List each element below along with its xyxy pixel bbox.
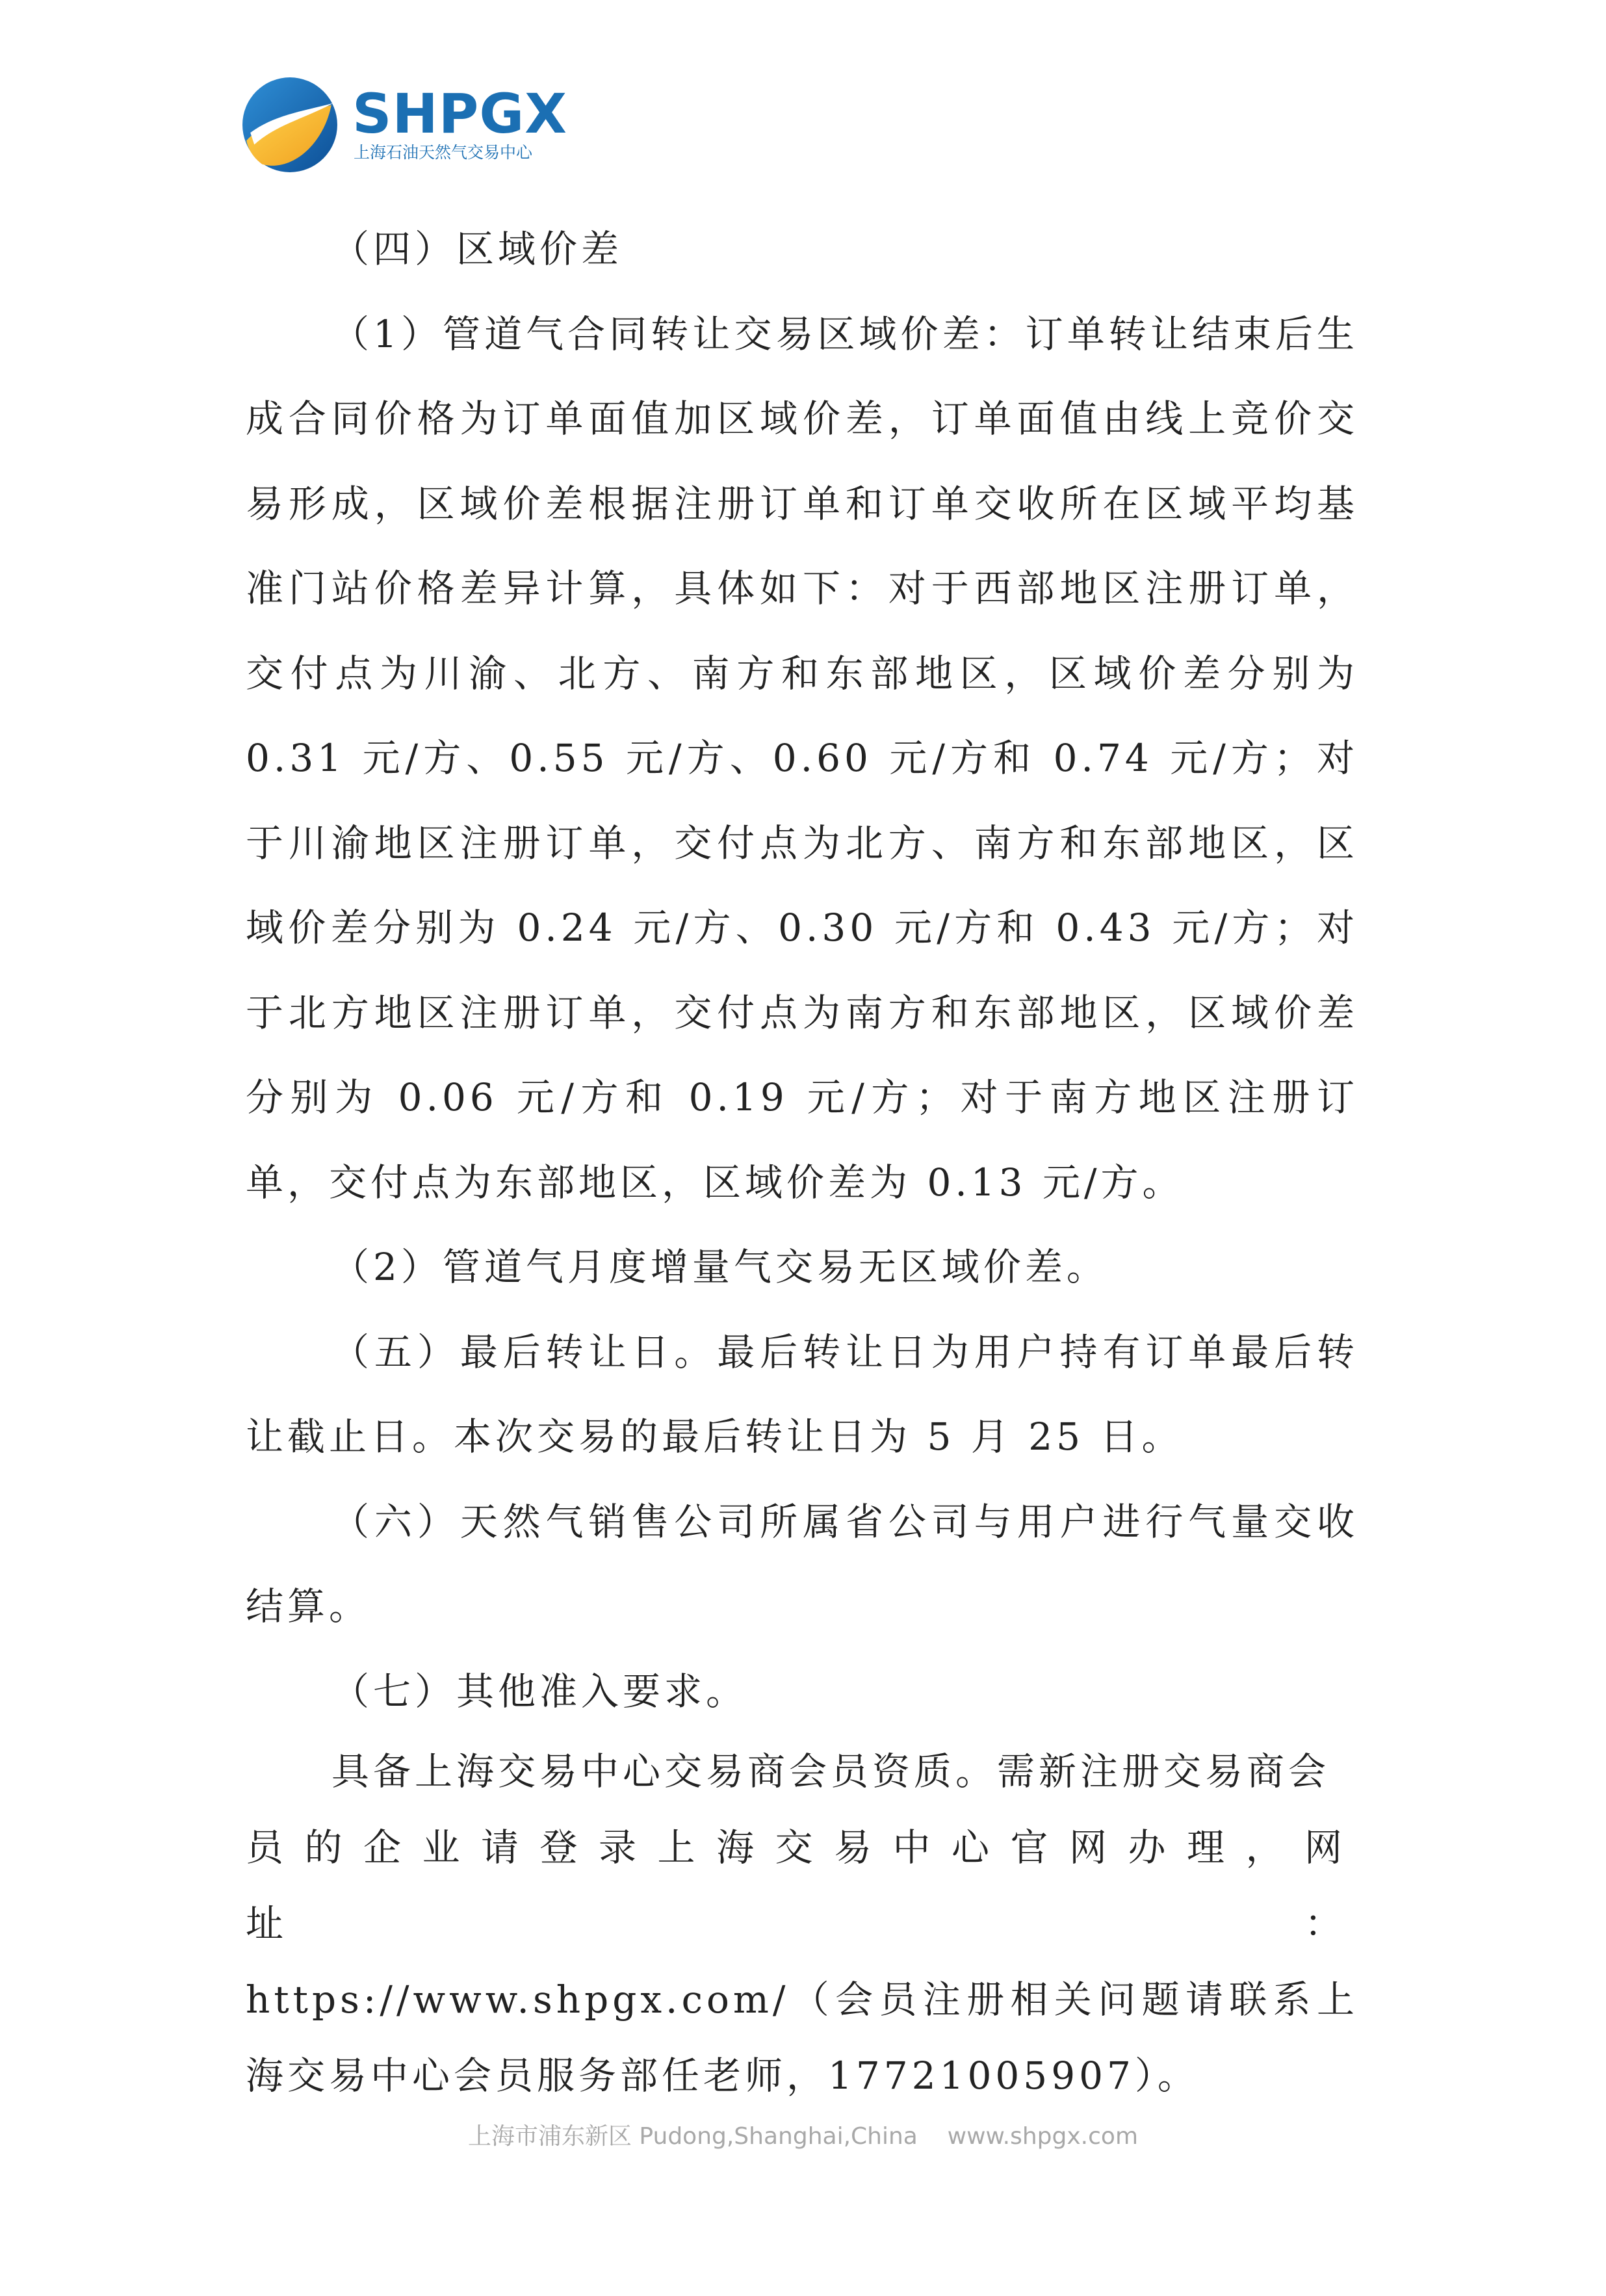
paragraph-regional-spread: （1）管道气合同转让交易区域价差：订单转让结束后生成合同价格为订单面值加区域价差，订单面值由线上竞价交易形成，区域价差根据注册订单和订单交收所在区域平均基准门站价格差异计算，具体如下：对于西部地区注册订单，交付点为川渝、北方、南方和东部地区，区域价差分别为 0.31 元/方、0.55 元/方、0.60 元/方和 0.74 元/方；对于川渝地区注册订单，交付点为北方、南方和东部地区，区域价差分别为 0.24 元/方、0.30 元/方和 0.43 元/方；对于北方地区注册订单，交付点为南方和东部地区，区域价差分别为 0.06 元/方和 0.19 元/方；对于南方地区注册订单，交付点为东部地区，区域价差为 0.13 元/方。 <box>246 311 1358 1205</box>
paragraph-membership-line-1: 具备上海交易中心交易商会员资质。需新注册交易商会 <box>331 1749 1330 1794</box>
paragraph-membership-contact: https://www.shpgx.com/（会员注册相关问题请联系上海交易中心会员服务部任老师，17721005907）。 <box>246 1977 1358 2098</box>
paragraph-settlement: （六）天然气销售公司所属省公司与用户进行气量交收结算。 <box>246 1499 1358 1628</box>
logo-subtitle: 上海石油天然气交易中心 <box>354 143 533 162</box>
paragraph-membership-line-2: 员的企业请登录上海交易中心官网办理，网址： <box>246 1825 1358 1946</box>
paragraph-last-transfer-day: （五）最后转让日。最后转让日为用户持有订单最后转让截止日。本次交易的最后转让日为 5 月 25 日。 <box>246 1329 1358 1459</box>
paragraph-monthly-gas: （2）管道气月度增量气交易无区域价差。 <box>331 1245 1108 1289</box>
document-body <box>246 207 1358 2114</box>
section-heading-7: （七）其他准入要求。 <box>331 1669 748 1714</box>
shpgx-logo <box>240 72 578 176</box>
section-heading-4: （四）区域价差 <box>331 227 623 271</box>
shpgx-logo-icon <box>240 75 339 174</box>
logo-title: SHPGX <box>352 82 568 146</box>
page-footer: 上海市浦东新区 Pudong,Shanghai,China www.shpgx.com <box>467 2123 1139 2150</box>
